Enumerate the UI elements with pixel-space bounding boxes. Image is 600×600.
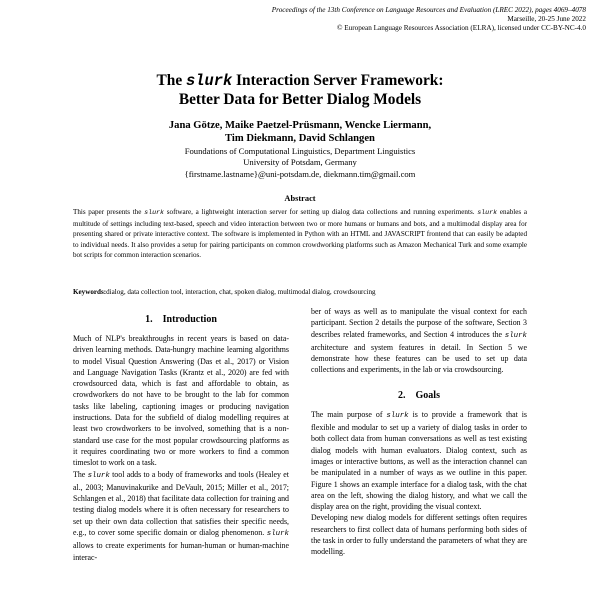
abstract-part-1: This paper presents the bbox=[73, 208, 145, 216]
right-tool-name-1: slurk bbox=[504, 331, 527, 340]
intro-p2-part-b: tool adds to a body of frameworks and tools (Healey et al., 2003; Manuvinakurike and DeVault, 2015; Miller et al., 2017; Schlangen et al., 2018) that facilitate data collection for training and testing dialog models where it is often necessary for researchers to set up their own data collection that satisfies their specific needs, e.g., to cover some specific domain or dialog phenomenon. bbox=[73, 469, 289, 538]
goals-paragraph-1 bbox=[311, 409, 527, 513]
section-heading-introduction bbox=[73, 313, 289, 327]
goals-p1-part-a: The main purpose of bbox=[311, 409, 387, 419]
left-column bbox=[73, 313, 289, 563]
intro-tool-name-1: slurk bbox=[87, 471, 110, 480]
section-gap bbox=[311, 376, 527, 389]
goals-p1-part-b: is to provide a framework that is flexible and modular to set up a variety of dialog tasks in order to both collect data from human conversations as well as test existing dialog models with human evaluators. Dialog context, such as images or interactive buttons, as well as the interaction channel can be manipulated in a number of ways as we outline in this paper. Figure 1 shows an example interface for a dialog task, with the chat area on the left, showing the dialog history, and what we call the display area on the right, providing the visual context. bbox=[311, 409, 527, 512]
section-heading-goals bbox=[311, 389, 527, 403]
title-line-2: Better Data for Better Dialog Models bbox=[178, 90, 422, 108]
affiliation-emails: {firstname.lastname}@uni-potsdam.de, diekmann.tim@gmail.com bbox=[184, 168, 416, 179]
intro-paragraph-continued bbox=[311, 306, 527, 376]
intro-paragraph-2 bbox=[73, 469, 289, 563]
abstract-tool-name-2: slurk bbox=[477, 209, 498, 217]
affiliation-university: University of Potsdam, Germany bbox=[243, 157, 357, 168]
title-line-1 bbox=[20, 72, 580, 91]
abstract-part-3: enables a multitude of settings including text-based, speech and video interaction between two or more humans or humans and bots, and a multimodal display area for presenting shared or private interactive context. The software is implemented in Python with an HTML and JAVASCRIPT frontend that can easily be adapted to individual needs. It also provides a setup for pairing participants on common crowdworking platforms such as Amazon Mechanical Turk and some example bot scripts for common interaction scenarios. bbox=[73, 208, 527, 260]
section-number: 2. bbox=[398, 389, 406, 401]
abstract-part-2: software, a lightweight interaction server for setting up dialog data collections and running experiments. bbox=[164, 208, 478, 216]
title-rest: Interaction Server Framework: bbox=[232, 72, 444, 89]
abstract-heading: Abstract bbox=[284, 194, 316, 203]
section-number: 1. bbox=[145, 314, 153, 325]
author-list bbox=[20, 120, 580, 145]
section-title: Introduction bbox=[162, 314, 217, 325]
goals-paragraph-2: Developing new dialog models for different settings often requires researchers to first collect data of humans performing both sides of the task in order to fully understand the parameters of what they are modelling. bbox=[311, 513, 527, 557]
proceedings-license: © European Language Resources Association (ELRA), licensed under CC-BY-NC-4.0 bbox=[337, 24, 586, 33]
intro-p2-part-c: allows to create experiments for human-human or human-machine interac- bbox=[73, 541, 289, 562]
paper-title bbox=[20, 72, 580, 109]
keywords-label: Keywords: bbox=[73, 288, 107, 296]
authors-line-1: Jana Götze, Maike Paetzel-Prüsmann, Wencke Liermann, bbox=[168, 120, 432, 131]
right-column bbox=[311, 306, 527, 558]
title-prefix: The bbox=[156, 72, 187, 89]
proceedings-citation: Proceedings of the 13th Conference on Language Resources and Evaluation (LREC 2022), pages 4069–4078 bbox=[271, 6, 586, 14]
affiliation-department: Foundations of Computational Linguistics, Department Linguistics bbox=[184, 146, 416, 156]
goals-tool-name: slurk bbox=[386, 411, 409, 420]
section-title: Goals bbox=[415, 389, 440, 401]
intro-tool-name-2: slurk bbox=[266, 530, 289, 539]
title-tool-name: slurk bbox=[186, 72, 233, 90]
intro-paragraph-1: Much of NLP's breakthroughs in recent years is based on data-driven learning methods. Data-hungry machine learning algorithms to model Visual Question Answering (Das et al., 2017) or Vision and Language Navigation Tasks (Krantz et al., 2020) are fed with crowdsourced data, which is fast and affordable to obtain, as crowdworkers do not have to be brought to the lab for common tasks like labeling, captioning images or producing navigation instructions. Data for the subfield of dialog modelling requires at least two crowdworkers to be involved, something that is a non-standard use case for the most popular crowdsourcing platforms as it requires coordinating two or more workers to find a common timeslot to work on a task. bbox=[73, 334, 289, 468]
authors-line-2: Tim Diekmann, David Schlangen bbox=[225, 132, 375, 144]
intro-p2-part-a: The bbox=[73, 469, 88, 479]
right-p1-part-b: architecture and system features in detail. In Section 5 we demonstrate how these features can be used to set up data collections and experiments, in the lab or via crowdsourcing. bbox=[311, 342, 527, 375]
keywords bbox=[73, 287, 527, 297]
affiliation bbox=[20, 146, 580, 180]
right-p1-part-a: ber of ways as well as to manipulate the visual context for each participant. Section 2 details the purpose of the software, Section 3 describes related frameworks, and Section 4 introduces the bbox=[311, 307, 527, 339]
abstract-tool-name-1: slurk bbox=[144, 209, 165, 217]
abstract-text bbox=[73, 207, 527, 261]
proceedings-header bbox=[226, 6, 586, 34]
keywords-text: dialog, data collection tool, interaction, chat, spoken dialog, multimodal dialog, crowdsourcing bbox=[106, 288, 376, 296]
proceedings-location: Marseille, 20-25 June 2022 bbox=[507, 15, 586, 24]
